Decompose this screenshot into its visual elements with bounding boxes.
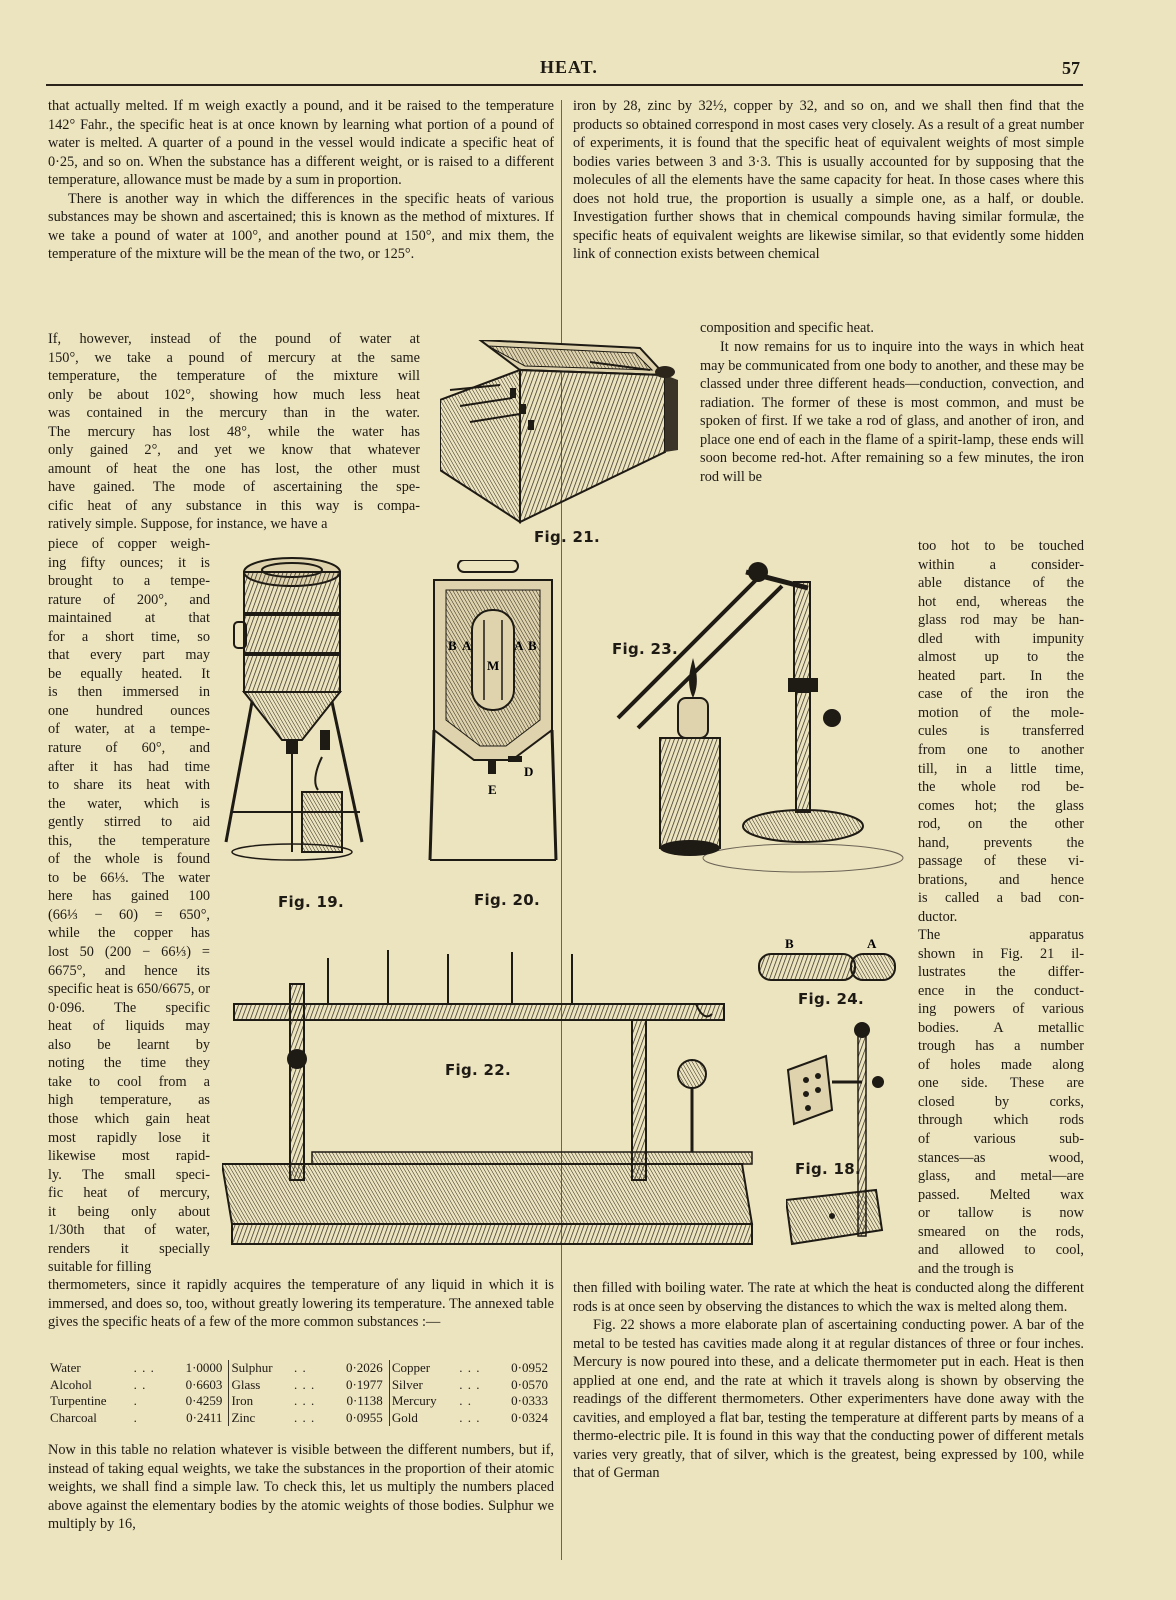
- right-para-1: [573, 97, 1084, 264]
- text-line: glass, and metal—are: [918, 1168, 1084, 1185]
- text-line: brations, and hence: [918, 871, 1084, 888]
- paragraph: then filled with boiling water. The rate at which the heat is conducted along the different rods is at once seen by observing the distances to which the wax is melted along them.: [573, 1280, 1084, 1315]
- paragraph: that actually melted. If m weigh exactly a pound, and it be raised to the temperature 142° Fahr., the specific heat is at once known by learning what portion of a pound of water is melted. A quarter of a pound in the vessel would indicate a specific heat of 0·25, and so on. When the substance has a different weight, or is raised to a different temperature, allowance must be made by a sum in proportion.: [48, 98, 554, 189]
- left-para-3-wide: [48, 330, 420, 534]
- fig22-conduction-bench-illustration: [222, 944, 762, 1264]
- text-line: here has gained 100: [48, 888, 210, 905]
- left-para-1: [48, 97, 554, 264]
- text-line: comes hot; the glass: [918, 797, 1084, 814]
- specific-heat-table: [48, 1360, 554, 1426]
- text-line: of the whole is found: [48, 851, 210, 868]
- fig19-caption: Fig. 19.: [278, 893, 345, 911]
- text-line: ence in the conduct-: [918, 982, 1084, 999]
- text-line: to share its heat with: [48, 777, 210, 794]
- text-line: be equally heated. It: [48, 665, 210, 682]
- running-header: HEAT.: [540, 57, 598, 77]
- text-line: this, the temperature: [48, 832, 210, 849]
- text-line: those which gain heat: [48, 1110, 210, 1127]
- left-para-3-end: [48, 1276, 554, 1332]
- text-line: bodies. A metallic: [918, 1019, 1084, 1036]
- text-line: ratively simple. Suppose, for instance, we have a: [48, 516, 328, 533]
- paragraph: thermometers, since it rapidly acquires the temperature of any liquid in which it is immersed, and does so, too, without greatly lowering its temperature. The annexed table gives the specific heats of a few of the more common substances :—: [48, 1277, 554, 1331]
- text-line: maintained at that: [48, 610, 210, 627]
- leader-dots: . . .: [293, 1376, 316, 1392]
- fig20-label-d: D: [524, 764, 534, 779]
- specific-heat-value: 0·2026: [327, 1360, 390, 1377]
- text-line: heat of liquids may: [48, 1018, 210, 1035]
- substance-name: Zinc: [231, 1409, 256, 1425]
- leader-dots: . . .: [133, 1360, 155, 1375]
- text-line: only gained 2°, and yet we know that whatever: [48, 442, 420, 459]
- text-line: rod, on the other: [918, 816, 1084, 833]
- fig23-caption: Fig. 23.: [612, 640, 679, 658]
- fig24-label-a: A: [867, 936, 877, 951]
- specific-heat-value: 0·6603: [166, 1377, 229, 1394]
- specific-heat-value: 0·0570: [511, 1376, 548, 1392]
- fig24-label-b: B: [785, 936, 794, 951]
- text-line: ing powers of various: [918, 1001, 1084, 1018]
- text-line: specific heat is 650/6675, or: [48, 981, 210, 998]
- fig21-trough-illustration: [440, 340, 680, 530]
- leader-dots: . .: [133, 1376, 147, 1392]
- text-line: amount of heat the one has lost, the other must: [48, 460, 420, 477]
- text-line: and allowed to cool,: [918, 1242, 1084, 1259]
- fig20-label-e: E: [488, 782, 497, 797]
- text-line: heated part. In the: [918, 667, 1084, 684]
- text-line: passage of these vi-: [918, 853, 1084, 870]
- text-line: after it has had time: [48, 758, 210, 775]
- text-line: likewise most rapid-: [48, 1148, 210, 1165]
- text-line: glass rod may be han-: [918, 612, 1084, 629]
- text-line: gently stirred to aid: [48, 814, 210, 831]
- specific-heat-value: 0·1138: [327, 1393, 390, 1410]
- column-divider: [561, 100, 562, 1560]
- substance-name: Charcoal: [50, 1409, 97, 1425]
- text-line: rature of 60°, and: [48, 740, 210, 757]
- right-para-3-end: [573, 1279, 1084, 1483]
- leader-dots: .: [133, 1393, 138, 1408]
- text-line: shown in Fig. 21 il-: [918, 945, 1084, 962]
- text-line: or tallow is now: [918, 1205, 1084, 1222]
- leader-dots: . . .: [459, 1376, 481, 1392]
- specific-heat-value: 0·2411: [166, 1410, 229, 1427]
- text-line: till, in a little time,: [918, 760, 1084, 777]
- leader-dots: . . .: [459, 1360, 481, 1375]
- text-line: ductor.: [918, 908, 958, 925]
- text-line: through which rods: [918, 1112, 1084, 1129]
- text-line: ly. The small speci-: [48, 1166, 210, 1183]
- specific-heat-value: 0·0333: [511, 1393, 548, 1408]
- fig21-caption: Fig. 21.: [534, 528, 601, 546]
- left-para-4: [48, 1441, 554, 1534]
- substance-name: Sulphur: [231, 1360, 273, 1375]
- right-para-3-narrow: [918, 926, 1084, 1278]
- text-line: lustrates the differ-: [918, 964, 1084, 981]
- substance-name: Silver: [391, 1376, 423, 1392]
- text-line: is called a bad con-: [918, 890, 1084, 907]
- text-line: case of the iron the: [918, 686, 1084, 703]
- text-line: have gained. The mode of ascertaining the spe-: [48, 479, 420, 496]
- right-para-2-narrow: [918, 537, 1084, 926]
- specific-heat-value: 0·0952: [511, 1360, 548, 1375]
- specific-heat-value: 1·0000: [166, 1360, 229, 1377]
- fig20-label-m: M: [487, 658, 500, 673]
- text-line: noting the time they: [48, 1055, 210, 1072]
- text-line: of holes made along: [918, 1056, 1084, 1073]
- text-line: passed. Melted wax: [918, 1186, 1084, 1203]
- text-line: 0·096. The specific: [48, 999, 210, 1016]
- text-line: is then immersed in: [48, 684, 210, 701]
- text-line: closed by corks,: [918, 1093, 1084, 1110]
- text-line: trough has a number: [918, 1038, 1084, 1055]
- paragraph: Fig. 22 shows a more elaborate plan of ascertaining conducting power. A bar of the metal to be tested has cavities made along it at regular distances of three or four inches. Mercury is now poured into these, and a delicate thermometer put in each. Heat is then applied at one end, and the rate at which it travels along is shown by observing the readings of the different thermometers. Other experimenters have done away with the cavities, and employed a flat bar, testing the temperature at different parts by means of a thermo-electric pile. It is found in this way that the conducting power of different metals varies very greatly, that of silver, which is the greatest, being expressed by 100, while that of German: [573, 1317, 1084, 1482]
- specific-heat-value: 0·4259: [166, 1393, 229, 1410]
- paragraph: It now remains for us to inquire into the ways in which heat may be communicated from one body to another, and these may be classed under three different heads—conduction, convection, and radiation. The former of these is most common, and must be spoken of first. If we take a rod of glass, and another of iron, and place one end of each in the flame of a spirit-lamp, these ends will soon become red-hot. After remaining so a few minutes, the iron rod will be: [700, 339, 1084, 485]
- specific-heat-value: 0·1977: [327, 1377, 390, 1394]
- paragraph: Now in this table no relation whatever is visible between the different numbers, but if, instead of taking equal weights, we take the substances in the proportion of their atomic weights, we shall find a simple law. To check this, let us multiply the numbers placed above against the elementary bodies by the atomic weights of those bodies. Sulphur we multiply by 16,: [48, 1442, 554, 1533]
- paragraph: iron by 28, zinc by 32½, copper by 32, and so on, and we shall then find that the products so obtained correspond in most cases very closely. As a result of a great number of experiments, it is found that the specific heat of equivalent weights of most simple bodies varies between 3 and 3·3. This is usually accounted for by supposing that the molecules of all the elements have the same capacity for heat. In those cases where this does not hold true, the proportion is usually a simple one, as a half, or double. Investigation further shows that in chemical compounds having similar formulæ, the specific heats of equivalent weights are likewise similar, so that evidently some hidden link of connection exists between chemical: [573, 98, 1084, 263]
- text-line: one hundred ounces: [48, 702, 210, 719]
- text-line: for a short time, so: [48, 628, 210, 645]
- table-row: [48, 1377, 554, 1394]
- substance-name: Gold: [391, 1409, 418, 1425]
- fig20-label-a-right: A: [514, 638, 524, 653]
- leader-dots: .: [133, 1409, 138, 1425]
- text-line: within a consider-: [918, 556, 1084, 573]
- text-line: 6675°, and hence its: [48, 962, 210, 979]
- leader-dots: . . .: [459, 1409, 481, 1425]
- text-line: high temperature, as: [48, 1092, 210, 1109]
- text-line: lost 50 (200 − 66⅓) =: [48, 944, 210, 961]
- text-line: temperature, the temperature of the mixture will: [48, 368, 420, 385]
- text-line: the water, which is: [48, 795, 210, 812]
- text-line: motion of the mole-: [918, 704, 1084, 721]
- fig20-apparatus-illustration: [428, 560, 558, 880]
- fig18-stand-illustration: [786, 1020, 896, 1250]
- text-line: most rapidly lose it: [48, 1129, 210, 1146]
- text-line: The mercury has lost 48°, while the water has: [48, 423, 420, 440]
- text-line: it being only about: [48, 1203, 210, 1220]
- table-row: [48, 1360, 554, 1377]
- text-line: cific heat of any substance in this way is compa-: [48, 497, 420, 514]
- text-line: able distance of the: [918, 575, 1084, 592]
- fig20-label-a-left: A: [462, 638, 472, 653]
- text-line: stances—as wood,: [918, 1149, 1084, 1166]
- text-line: only be about 102°, showing how much less heat: [48, 386, 420, 403]
- right-para-2: [700, 338, 1084, 486]
- page-number: 57: [1062, 58, 1080, 78]
- text-line: (66⅓ − 60) = 650°,: [48, 906, 210, 923]
- specific-heat-value: 0·0324: [511, 1409, 548, 1425]
- left-para-3-narrow: [48, 535, 210, 1277]
- leader-dots: . .: [293, 1360, 307, 1375]
- text-line: If, however, instead of the pound of water at: [48, 331, 420, 347]
- text-line: ing fifty ounces; it is: [48, 554, 210, 571]
- fig20-label-b-left: B: [448, 638, 457, 653]
- text-line: 1/30th that of water,: [48, 1222, 210, 1239]
- text-line: renders it specially: [48, 1240, 210, 1257]
- text-line: also be learnt by: [48, 1036, 210, 1053]
- text-line: to be 66⅓. The water: [48, 869, 210, 886]
- text-line: The apparatus: [918, 927, 1084, 943]
- fig20-caption: Fig. 20.: [474, 891, 541, 909]
- text-line: of water, at a tempe-: [48, 721, 210, 738]
- text-line: take to cool from a: [48, 1073, 210, 1090]
- text-line: hand, prevents the: [918, 834, 1084, 851]
- table-row: [48, 1393, 554, 1410]
- text-line: the whole rod be-: [918, 779, 1084, 796]
- header-rule: [46, 84, 1083, 86]
- fig23-spirit-lamp-illustration: [608, 558, 908, 878]
- leader-dots: . . .: [293, 1409, 316, 1425]
- substance-name: Copper: [391, 1360, 431, 1375]
- paragraph: composition and specific heat.: [700, 320, 874, 336]
- leader-dots: . . .: [293, 1393, 316, 1408]
- text-line: and the trough is: [918, 1260, 1014, 1277]
- specific-heat-value: 0·0955: [327, 1410, 390, 1427]
- leader-dots: . .: [459, 1393, 473, 1408]
- substance-name: Mercury: [391, 1393, 437, 1408]
- text-line: brought to a tempe-: [48, 573, 210, 590]
- text-line: rature of 200°, and: [48, 591, 210, 608]
- paragraph: There is another way in which the differences in the specific heats of various substances may be shown and ascertained; this is known as the method of mixtures. If we take a pound of water at 100°, and another pound at 150°, and mix them, the temperature of the mixture will be the mean of the two, or 125°.: [48, 190, 554, 263]
- fig24-caption: Fig. 24.: [798, 990, 865, 1008]
- fig19-calorimeter-illustration: [222, 552, 370, 872]
- text-line: 150°, we take a pound of mercury at the same: [48, 349, 420, 366]
- text-line: of various sub-: [918, 1131, 1084, 1148]
- fig24-bar-illustration: [755, 936, 905, 986]
- substance-name: Glass: [231, 1376, 261, 1392]
- text-line: hot end, whereas the: [918, 593, 1084, 610]
- text-line: fic heat of mercury,: [48, 1185, 210, 1202]
- table-row: [48, 1410, 554, 1427]
- substance-name: Iron: [231, 1393, 254, 1408]
- fig20-label-b-right: B: [528, 638, 537, 653]
- fig22-caption: Fig. 22.: [445, 1061, 512, 1079]
- text-line: one side. These are: [918, 1075, 1084, 1092]
- substance-name: Alcohol: [50, 1376, 92, 1392]
- right-para-1-tail: [700, 319, 1084, 338]
- substance-name: Turpentine: [50, 1393, 107, 1408]
- text-line: dled with impunity: [918, 630, 1084, 647]
- text-line: almost up to the: [918, 649, 1084, 666]
- text-line: was contained in the mercury than in the water.: [48, 405, 420, 422]
- text-line: from one to another: [918, 742, 1084, 759]
- text-line: smeared on the rods,: [918, 1223, 1084, 1240]
- text-line: while the copper has: [48, 925, 210, 942]
- text-line: suitable for filling: [48, 1259, 152, 1276]
- substance-name: Water: [50, 1360, 81, 1375]
- text-line: that every part may: [48, 647, 210, 664]
- text-line: too hot to be touched: [918, 538, 1084, 554]
- fig18-caption: Fig. 18.: [795, 1160, 862, 1178]
- text-line: cules is transferred: [918, 723, 1084, 740]
- text-line: piece of copper weigh-: [48, 536, 210, 552]
